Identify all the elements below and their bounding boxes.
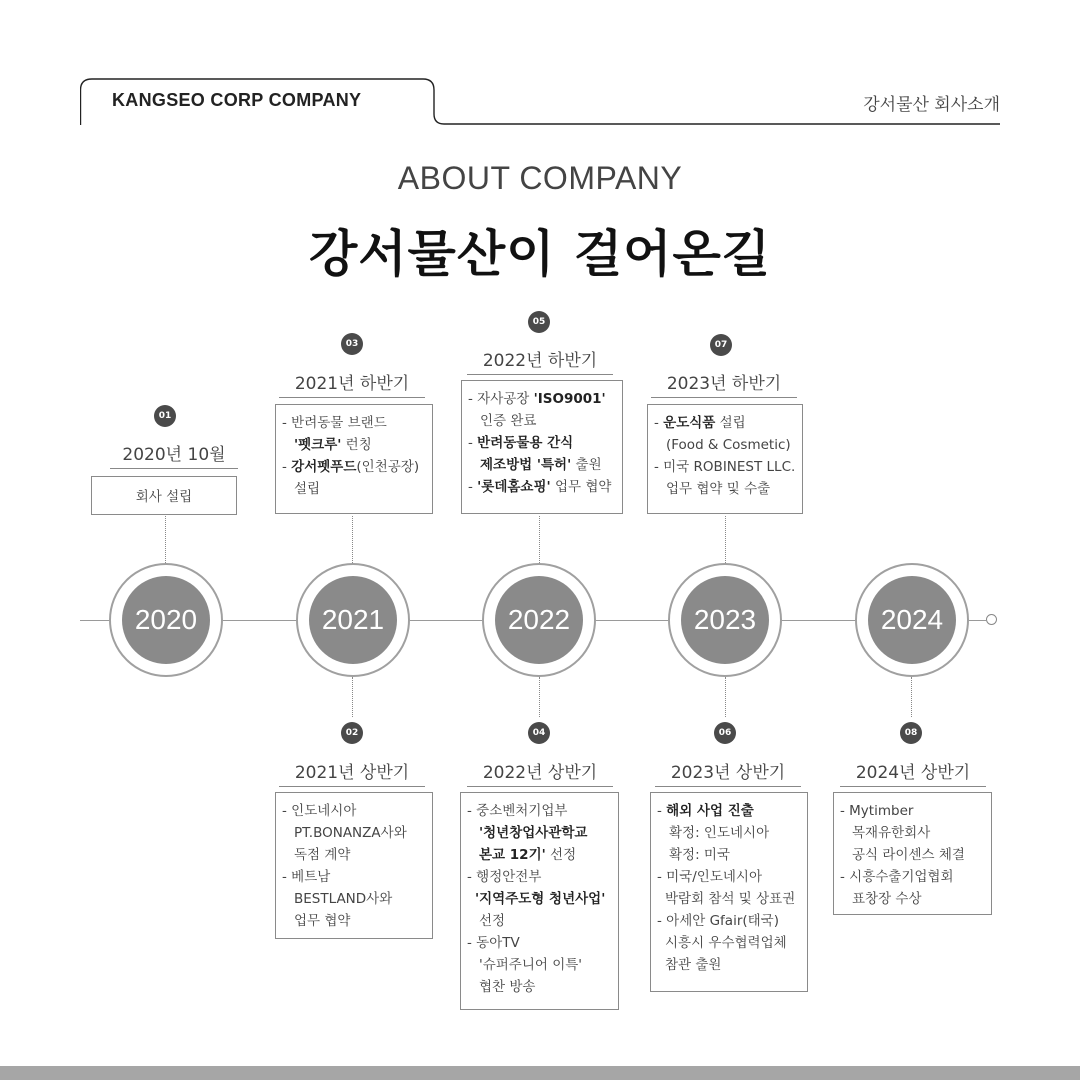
milestone-line-text: (인천공장) bbox=[356, 459, 420, 475]
milestone-line bbox=[654, 412, 797, 434]
milestone-line bbox=[654, 456, 797, 478]
milestone-period-06: 2023년 상반기 bbox=[655, 758, 801, 787]
connector-02 bbox=[352, 677, 353, 717]
milestone-highlight: 제조방법 bbox=[480, 457, 537, 473]
year-node-2020 bbox=[109, 563, 223, 677]
milestone-line bbox=[467, 888, 613, 910]
milestone-line bbox=[282, 888, 427, 910]
milestone-line: 인증 완료 bbox=[480, 413, 537, 429]
milestone-period-07: 2023년 하반기 bbox=[651, 369, 797, 398]
milestone-highlight: 강서펫푸드 bbox=[291, 459, 357, 475]
milestone-line: - 아세안 Gfair(태국) bbox=[657, 913, 779, 929]
milestone-badge-05: 05 bbox=[528, 311, 550, 333]
bullet-prefix: - bbox=[657, 803, 667, 819]
milestone-box-05 bbox=[461, 380, 623, 514]
milestone-line bbox=[468, 476, 617, 498]
page-title: 강서물산이 걸어온길 bbox=[308, 225, 772, 283]
milestone-box-03 bbox=[275, 404, 433, 514]
milestone-line: - 행정안전부 bbox=[467, 869, 542, 885]
milestone-line-text: 설립 bbox=[715, 415, 746, 431]
milestone-highlight: '특허' bbox=[536, 457, 572, 473]
connector-08 bbox=[911, 677, 912, 717]
milestone-box-04 bbox=[460, 792, 619, 1010]
milestone-badge-06: 06 bbox=[714, 722, 736, 744]
milestone-line: - Mytimber bbox=[840, 803, 914, 819]
timeline-end-marker bbox=[986, 614, 997, 625]
milestone-highlight: 운도식품 bbox=[663, 415, 716, 431]
milestone-box-01 bbox=[91, 476, 237, 515]
milestone-line-text: - 미국 bbox=[654, 459, 694, 475]
connector-01 bbox=[165, 516, 166, 563]
connector-07 bbox=[725, 516, 726, 563]
milestone-box-08 bbox=[833, 792, 992, 915]
milestone-line: 확정: 인도네시아 bbox=[669, 825, 770, 841]
milestone-line: 확정: 미국 bbox=[669, 847, 731, 863]
milestone-line bbox=[657, 800, 802, 822]
milestone-badge-07: 07 bbox=[710, 334, 732, 356]
milestone-line: - 미국/인도네시아 bbox=[657, 869, 762, 885]
milestone-line-text: 사와 bbox=[366, 891, 393, 907]
year-label: 2022 bbox=[495, 576, 583, 664]
milestone-line bbox=[468, 454, 617, 476]
milestone-line: '슈퍼주니어 이특' bbox=[479, 957, 583, 973]
milestone-line: - 시흥수출기업협회 bbox=[840, 869, 954, 885]
milestone-line: 협찬 방송 bbox=[479, 979, 536, 995]
milestone-badge-08: 08 bbox=[900, 722, 922, 744]
connector-05 bbox=[539, 516, 540, 563]
connector-03 bbox=[352, 516, 353, 563]
milestone-highlight: '롯데홈쇼핑' bbox=[477, 479, 551, 495]
milestone-line-text: PT.BONANZA bbox=[294, 825, 381, 841]
connector-06 bbox=[725, 677, 726, 717]
milestone-line bbox=[468, 388, 617, 410]
milestone-line: (Food & Cosmetic) bbox=[666, 437, 791, 453]
year-node-2022 bbox=[482, 563, 596, 677]
milestone-line: 업무 협약 bbox=[294, 913, 351, 929]
bullet-prefix: - bbox=[282, 459, 292, 475]
milestone-line-text: 선정 bbox=[545, 847, 577, 863]
milestone-line: 독점 계약 bbox=[294, 847, 351, 863]
year-label: 2024 bbox=[868, 576, 956, 664]
milestone-text: 회사 설립 bbox=[135, 489, 193, 505]
milestone-badge-04: 04 bbox=[528, 722, 550, 744]
year-label: 2021 bbox=[309, 576, 397, 664]
milestone-line: 선정 bbox=[479, 913, 506, 929]
milestone-box-06 bbox=[650, 792, 808, 992]
connector-04 bbox=[539, 677, 540, 717]
milestone-line: 목재유한회사 bbox=[852, 825, 931, 841]
milestone-line bbox=[467, 844, 613, 866]
milestone-highlight: 해외 사업 진출 bbox=[666, 803, 754, 819]
milestone-line: - 베트남 bbox=[282, 869, 331, 885]
milestone-highlight: 본교 12기' bbox=[479, 847, 546, 863]
milestone-line-text: 런칭 bbox=[341, 437, 372, 453]
milestone-line: 표창장 수상 bbox=[852, 891, 922, 907]
bullet-prefix: - bbox=[468, 479, 478, 495]
milestone-period-02: 2021년 상반기 bbox=[279, 758, 425, 787]
milestone-line bbox=[467, 822, 613, 844]
milestone-highlight: '청년창업사관학교 bbox=[479, 825, 588, 841]
milestone-period-04: 2022년 상반기 bbox=[467, 758, 613, 787]
milestone-line: 시흥시 우수협력업체 bbox=[665, 935, 787, 951]
header-page-title: 강서물산 회사소개 bbox=[863, 95, 1000, 115]
year-label: 2023 bbox=[681, 576, 769, 664]
milestone-line-text: BESTLAND bbox=[294, 891, 367, 907]
milestone-highlight: 반려동물용 간식 bbox=[477, 435, 574, 451]
year-label: 2020 bbox=[122, 576, 210, 664]
about-eyebrow: ABOUT COMPANY bbox=[397, 160, 683, 196]
year-node-2024 bbox=[855, 563, 969, 677]
milestone-highlight: 'ISO9001' bbox=[533, 391, 606, 407]
milestone-line bbox=[468, 432, 617, 454]
milestone-line: - 동아TV bbox=[467, 935, 520, 951]
milestone-line: 설립 bbox=[294, 481, 321, 497]
milestone-line-text: 업무 협약 bbox=[550, 479, 612, 495]
milestone-line: - 중소벤처기업부 bbox=[467, 803, 568, 819]
milestone-period-03: 2021년 하반기 bbox=[279, 369, 425, 398]
milestone-line bbox=[282, 434, 427, 456]
bullet-prefix: - bbox=[654, 415, 664, 431]
company-brand: KANGSEO CORP COMPANY bbox=[112, 90, 362, 110]
milestone-line-text: - 자사공장 bbox=[468, 391, 534, 407]
milestone-line-text: 사와 bbox=[380, 825, 407, 841]
milestone-line: 참관 출원 bbox=[665, 957, 722, 973]
milestone-line: - 인도네시아 bbox=[282, 803, 357, 819]
milestone-line bbox=[282, 822, 427, 844]
year-node-2023 bbox=[668, 563, 782, 677]
milestone-period-08: 2024년 상반기 bbox=[840, 758, 986, 787]
milestone-box-02 bbox=[275, 792, 433, 939]
bullet-prefix: - bbox=[468, 435, 478, 451]
milestone-badge-03: 03 bbox=[341, 333, 363, 355]
milestone-line: 업무 협약 및 수출 bbox=[666, 481, 771, 497]
milestone-highlight: '지역주도형 청년사업' bbox=[475, 891, 606, 907]
year-node-2021 bbox=[296, 563, 410, 677]
milestone-badge-02: 02 bbox=[341, 722, 363, 744]
milestone-line: 공식 라이센스 체결 bbox=[852, 847, 965, 863]
milestone-period-05: 2022년 하반기 bbox=[467, 346, 613, 375]
milestone-highlight: '펫크루' bbox=[294, 437, 342, 453]
milestone-badge-01: 01 bbox=[154, 405, 176, 427]
milestone-line: 박람회 참석 및 상표권 bbox=[665, 891, 796, 907]
milestone-period-01: 2020년 10월 bbox=[110, 440, 238, 469]
milestone-line bbox=[282, 456, 427, 478]
milestone-line-text: ROBINEST LLC. bbox=[693, 459, 796, 475]
milestone-line-text: 출원 bbox=[571, 457, 602, 473]
milestone-line: - 반려동물 브랜드 bbox=[282, 415, 387, 431]
milestone-box-07 bbox=[647, 404, 803, 514]
footer-bar bbox=[0, 1066, 1080, 1080]
